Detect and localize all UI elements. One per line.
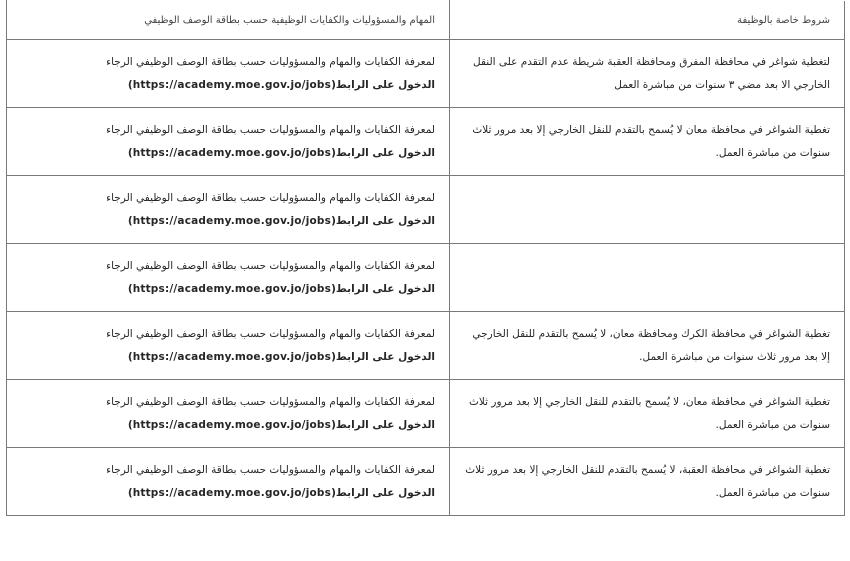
duties-text: لمعرفة الكفايات والمهام والمسؤوليات حسب بطاقة الوصف الوظيفي الرجاء [106,463,435,476]
conditions-text: تغطية الشواغر في محافظة معان، لا يُسمح بالتقدم للنقل الخارجي إلا بعد مرور ثلاث سنوات من مباشرة العمل. [468,395,830,431]
duties-text: لمعرفة الكفايات والمهام والمسؤوليات حسب بطاقة الوصف الوظيفي الرجاء [106,191,435,204]
job-description-link[interactable]: الدخول على الرابط(https://academy.moe.gov.jo/jobs) [127,214,435,227]
job-description-link[interactable]: الدخول على الرابط(https://academy.moe.gov.jo/jobs) [127,282,435,295]
duties-cell [7,244,450,312]
duties-cell [7,380,450,448]
job-description-link[interactable]: الدخول على الرابط(https://academy.moe.gov.jo/jobs) [127,418,435,431]
conditions-cell [450,244,845,312]
job-conditions-table [6,0,845,516]
header-duties-competencies: المهام والمسؤوليات والكفايات الوظيفية حسب بطاقة الوصف الوظيفي [7,1,450,40]
duties-text: لمعرفة الكفايات والمهام والمسؤوليات حسب بطاقة الوصف الوظيفي الرجاء [106,123,435,136]
table-row [7,40,845,108]
table-row [7,380,845,448]
table-row [7,448,845,516]
table-row [7,176,845,244]
conditions-text: تغطية الشواغر في محافظة الكرك ومحافظة معان، لا يُسمح بالتقدم للنقل الخارجي إلا بعد مرور ثلاث سنوات من مباشرة العمل. [472,327,830,363]
duties-text: لمعرفة الكفايات والمهام والمسؤوليات حسب بطاقة الوصف الوظيفي الرجاء [106,55,435,68]
job-description-link[interactable]: الدخول على الرابط(https://academy.moe.gov.jo/jobs) [127,146,435,159]
table-header-row [7,1,845,40]
duties-cell [7,40,450,108]
conditions-cell [450,312,845,380]
job-description-link[interactable]: الدخول على الرابط(https://academy.moe.gov.jo/jobs) [127,486,435,499]
table-row [7,108,845,176]
conditions-cell [450,108,845,176]
conditions-text: تغطية الشواغر في محافظة معان لا يُسمح بالتقدم للنقل الخارجي إلا بعد مرور ثلاث سنوات من مباشرة العمل. [472,123,830,159]
duties-cell [7,108,450,176]
duties-text: لمعرفة الكفايات والمهام والمسؤوليات حسب بطاقة الوصف الوظيفي الرجاء [106,259,435,272]
job-conditions-document [6,0,844,555]
duties-text: لمعرفة الكفايات والمهام والمسؤوليات حسب بطاقة الوصف الوظيفي الرجاء [106,327,435,340]
table-row [7,312,845,380]
duties-cell [7,176,450,244]
conditions-cell [450,448,845,516]
conditions-text: لتغطية شواغر في محافظة المفرق ومحافظة العقبة شريطة عدم التقدم على النقل الخارجي الا بعد مضي ٣ سنوات من مباشرة العمل [473,55,830,91]
conditions-text: تغطية الشواغر في محافظة العقبة، لا يُسمح بالتقدم للنقل الخارجي إلا بعد مرور ثلاث سنوات من مباشرة العمل. [465,463,830,499]
conditions-cell [450,176,845,244]
conditions-cell [450,40,845,108]
header-special-conditions: شروط خاصة بالوظيفة [450,1,845,40]
job-description-link[interactable]: الدخول على الرابط(https://academy.moe.gov.jo/jobs) [127,78,435,91]
duties-text: لمعرفة الكفايات والمهام والمسؤوليات حسب بطاقة الوصف الوظيفي الرجاء [106,395,435,408]
duties-cell [7,312,450,380]
conditions-cell [450,380,845,448]
table-row [7,244,845,312]
duties-cell [7,448,450,516]
job-description-link[interactable]: الدخول على الرابط(https://academy.moe.gov.jo/jobs) [127,350,435,363]
